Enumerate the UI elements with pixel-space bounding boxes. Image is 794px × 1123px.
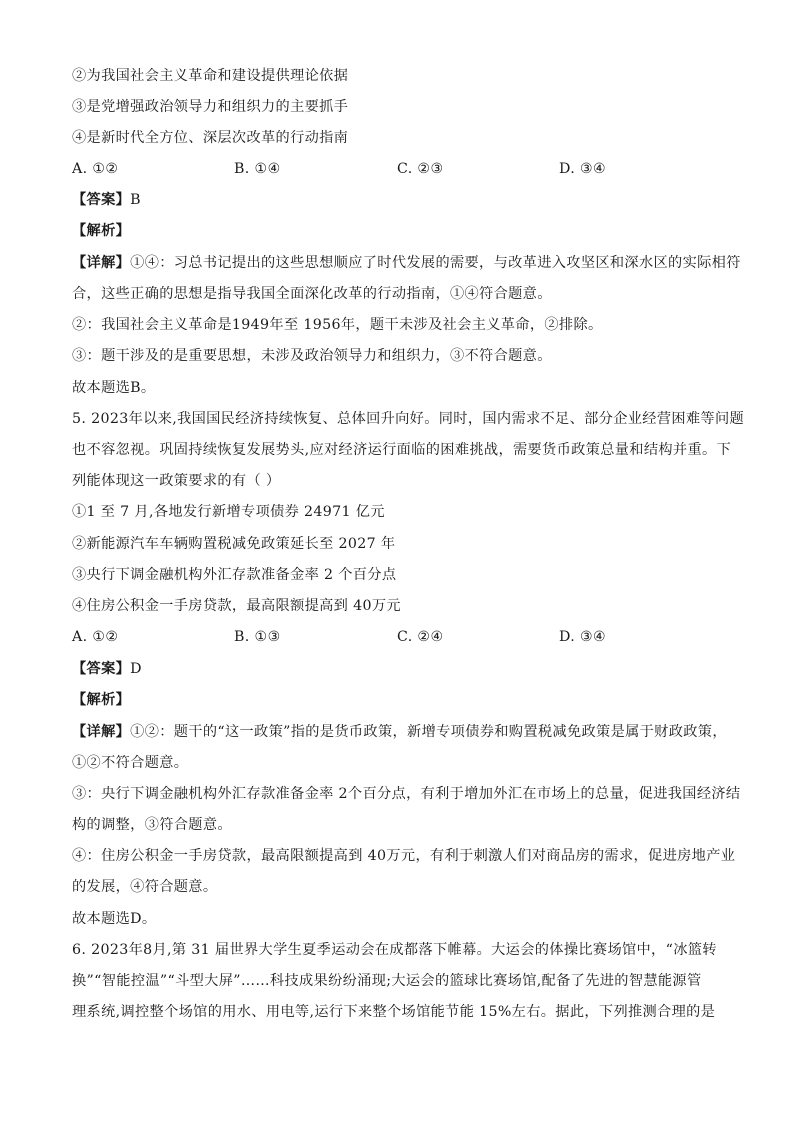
q5-item-3: ③央行下调金融机构外汇存款准备金率 2 个百分点 (72, 567, 397, 583)
q4-item-4: ④是新时代全方位、深层次改革的行动指南 (72, 130, 349, 146)
q5-detail-line-5: ④：住房公积金一手房贷款，最高限额提高到 40万元，有利于刺激人们对商品房的需求，促进房地产业 (72, 848, 736, 864)
q5-item-4: ④住房公积金一手房贷款，最高限额提高到 40万元 (72, 598, 401, 614)
answer-value: D (130, 661, 142, 677)
q4-item-2: ②为我国社会主义革命和建设提供理论依据 (72, 68, 349, 84)
q5-detail-line-3: ③：央行下调金融机构外汇存款准备金率 2个百分点，有利于增加外汇在市场上的总量，促进我国经济结 (72, 786, 741, 802)
q6-stem-line-3: 理系统,调控整个场馆的用水、用电等,运行下来整个场馆能节能 15%左右。据此，下列推测合理的是 (72, 1004, 716, 1020)
q4-option-a: A. ①② (72, 161, 119, 177)
q4-detail-line-4: ③：题干涉及的是重要思想，未涉及政治领导力和组织力，③不符合题意。 (72, 348, 552, 364)
q5-stem-line-1: 5. 2023年以来,我国国民经济持续恢复、总体回升向好。同时，国内需求不足、部分企业经营困难等问题 (72, 411, 745, 427)
q5-item-2: ②新能源汽车车辆购置税减免政策延长至 2027 年 (72, 536, 396, 552)
q4-answer (72, 190, 732, 210)
q4-option-d: D. ③④ (559, 161, 607, 177)
answer-value: B (130, 192, 141, 208)
q5-option-b: B. ①③ (234, 629, 281, 645)
q5-item-1: ①1 至 7 月,各地发行新增专项债券 24971 亿元 (72, 504, 385, 520)
detail-label: 【详解】 (72, 724, 131, 740)
detail-label: 【详解】 (72, 255, 131, 271)
q5-stem-line-3: 列能体现这一政策要求的有（ ） (72, 473, 281, 489)
q5-answer (72, 659, 732, 679)
answer-label: 【答案】 (72, 661, 131, 677)
detail-text: ①②：题干的“这一政策”指的是货币政策，新增专项债券和购置税减免政策是属于财政政策， (130, 724, 727, 740)
q4-item-3: ③是党增强政治领导力和组织力的主要抓手 (72, 99, 349, 115)
answer-label: 【答案】 (72, 192, 131, 208)
q4-analysis-label: 【解析】 (72, 223, 131, 239)
q4-option-c: C. ②③ (397, 161, 444, 177)
q5-option-c: C. ②④ (397, 629, 444, 645)
q5-conclusion: 故本题选D。 (72, 911, 157, 927)
q6-stem-line-2: 换”“智能控温”“斗型大屏”……科技成果纷纷涌现;大运会的篮球比赛场馆,配备了先进的智慧能源管 (72, 973, 702, 989)
q4-detail-line-3: ②：我国社会主义革命是1949年至 1956年，题干未涉及社会主义革命，②排除。 (72, 317, 603, 333)
q5-detail-line-1 (72, 722, 732, 742)
q5-detail-line-2: ①②不符合题意。 (72, 755, 189, 771)
q5-option-d: D. ③④ (559, 629, 607, 645)
q4-option-b: B. ①④ (234, 161, 281, 177)
detail-text: ①④：习总书记提出的这些思想顺应了时代发展的需要，与改革进入攻坚区和深水区的实际相符 (130, 255, 741, 271)
q5-option-a: A. ①② (72, 629, 119, 645)
q4-detail-line-1 (72, 253, 741, 273)
q4-conclusion: 故本题选B。 (72, 380, 156, 396)
q5-analysis-label: 【解析】 (72, 692, 131, 708)
q5-detail-line-6: 的发展，④符合题意。 (72, 879, 218, 895)
q5-stem-line-2: 也不容忽视。巩固持续恢复发展势头,应对经济运行面临的困难挑战，需要货币政策总量和结构并重。下 (72, 442, 732, 458)
q6-stem-line-1: 6. 2023年8月,第 31 届世界大学生夏季运动会在成都落下帷幕。大运会的体操比赛场馆中，“冰篮转 (72, 942, 717, 958)
q4-detail-line-2: 合，这些正确的思想是指导我国全面深化改革的行动指南，①④符合题意。 (72, 286, 552, 302)
q5-detail-line-4: 构的调整，③符合题意。 (72, 817, 232, 833)
